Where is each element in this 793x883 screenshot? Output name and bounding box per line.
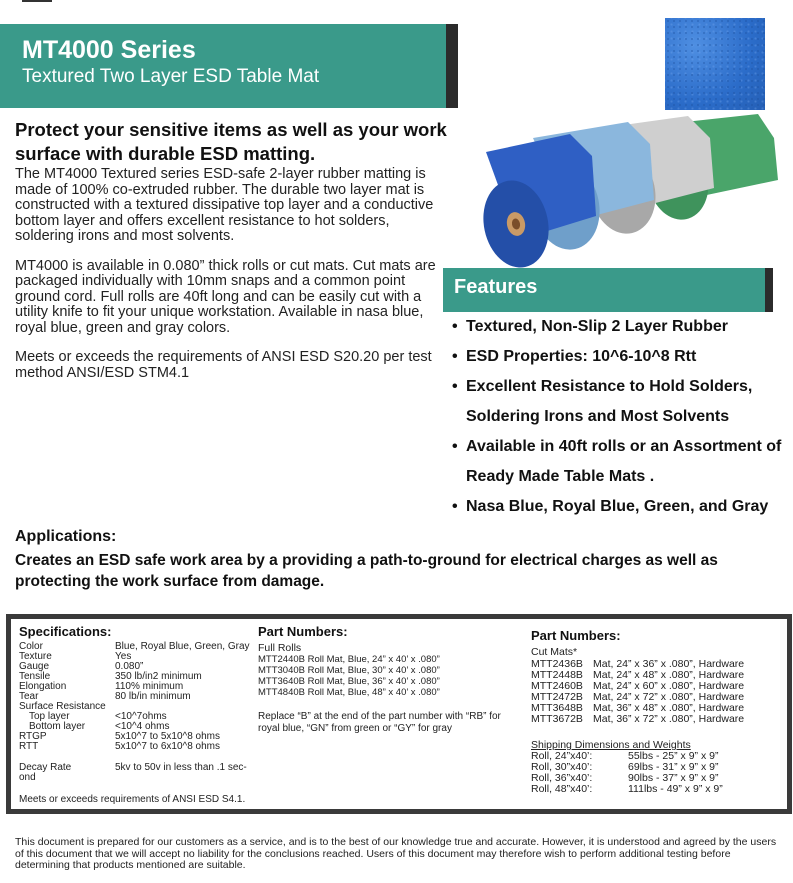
spec-value: Yes xyxy=(115,651,132,662)
spec-label: Texture xyxy=(19,651,52,662)
mat-part-number: MTT3672B Mat, 36” x 72” x .080”, Hardware xyxy=(531,713,745,725)
shipping-title: Shipping Dimensions and Weights xyxy=(531,739,691,751)
spec-label: Surface Resistance xyxy=(19,701,106,712)
header-band-edge xyxy=(446,24,458,108)
features-list xyxy=(452,312,792,522)
spec-label: Tensile xyxy=(19,671,51,682)
features-title: Features xyxy=(454,276,538,298)
spec-label: Top layer xyxy=(29,711,70,722)
disclaimer: This document is prepared for our customers as a service, and is to the best of our knowledge true and accurate. However, it is understood and agreed by the users of this document that we will accept no liability for the conclusions reached. Users of this document may therefore wish to perform additional testing before determining that products mentioned are suitable. xyxy=(15,836,777,871)
feature-item xyxy=(452,432,792,492)
mat-part-number: MTT3648B Mat, 36” x 48” x .080”, Hardware xyxy=(531,702,745,714)
intro-paragraph-3: Meets or exceeds the requirements of ANSI ESD S20.20 per test method ANSI/ESD STM4.1 xyxy=(15,349,432,381)
spec-label: Tear xyxy=(19,691,39,702)
spec-value: 110% minimum xyxy=(115,681,184,692)
spec-footnote: Meets or exceeds requirements of ANSI ESD S4.1. xyxy=(19,794,246,805)
spec-label: Gauge xyxy=(19,661,50,672)
headline: Protect your sensitive items as well as your work surface with durable ESD matting. xyxy=(15,119,447,164)
feature-item xyxy=(452,492,792,522)
top-rule xyxy=(22,0,52,2)
part-numbers-rolls-subtitle: Full Rolls xyxy=(258,642,302,654)
spec-label: RTGP xyxy=(19,731,47,742)
specifications-title: Specifications: xyxy=(19,624,112,639)
bullet-icon: • xyxy=(452,348,458,365)
spec-label: Color xyxy=(19,641,43,652)
shipping-row: Roll, 24”x40’: 55lbs - 25” x 9” x 9” xyxy=(531,750,719,762)
roll-part-number: MTT3640B Roll Mat, Blue, 36” x 40’ x .080” xyxy=(258,676,440,687)
feature-text: ESD Properties: 10^6-10^8 Rtt xyxy=(466,348,697,365)
spec-value: 0.080” xyxy=(115,661,144,672)
spec-label: Elongation xyxy=(19,681,67,692)
mat-part-number: MTT2448B Mat, 24” x 48” x .080”, Hardware xyxy=(531,669,745,681)
intro-paragraph-2: MT4000 is available in 0.080” thick rolls or cut mats. Cut mats are packaged individually with 10mm snaps and a common point ground cord. Full rolls are 40ft long and can be easily cut with a utility knife to fit your unique workstation. Available in nasa blue, royal blue, green and gray colors. xyxy=(15,257,436,336)
spec-value: <10^7ohms xyxy=(115,711,167,722)
feature-item xyxy=(452,342,792,372)
roll-part-number: MTT4840B Roll Mat, Blue, 48” x 40’ x .080” xyxy=(258,687,440,698)
spec-label: RTT xyxy=(19,741,39,752)
shipping-row: Roll, 30”x40’: 69lbs - 31” x 9” x 9” xyxy=(531,761,719,773)
feature-text: Textured, Non-Slip 2 Layer Rubber xyxy=(466,318,728,335)
spec-label: Decay Rate xyxy=(19,762,72,773)
spec-label: ond xyxy=(19,772,36,783)
spec-label: Bottom layer xyxy=(29,721,86,732)
intro-paragraph-1: The MT4000 Textured series ESD-safe 2-layer rubber matting is made of 100% co-extruded rubber. The durable two layer mat is constructed with a textured dissipative top layer and a conductive bottom layer and offers excellent resistance to hot solders, soldering irons and most solvents. xyxy=(15,166,434,244)
spec-value: 80 lb/in minimum xyxy=(115,691,191,702)
feature-item xyxy=(452,372,792,432)
bullet-icon: • xyxy=(452,318,458,335)
features-band-edge xyxy=(765,268,773,312)
part-numbers-mats-title: Part Numbers: xyxy=(531,628,621,643)
spec-value: 5x10^7 to 5x10^8 ohms xyxy=(115,731,221,742)
mat-part-number: MTT2472B Mat, 24” x 72” x .080”, Hardware xyxy=(531,691,745,703)
part-numbers-mats-subtitle: Cut Mats* xyxy=(531,646,578,658)
page-title: MT4000 Series xyxy=(22,36,196,64)
shipping-row: Roll, 36”x40’: 90lbs - 37” x 9” x 9” xyxy=(531,772,719,784)
part-numbers-rolls-title: Part Numbers: xyxy=(258,624,348,639)
feature-item xyxy=(452,312,792,342)
texture-swatch-overlay xyxy=(665,18,765,110)
bullet-icon: • xyxy=(452,438,458,455)
shipping-row: Roll, 48”x40’: 111lbs - 49” x 9” x 9” xyxy=(531,783,723,795)
spec-value: 5x10^7 to 6x10^8 ohms xyxy=(115,741,221,752)
mat-rolls-image xyxy=(478,108,778,268)
feature-text: Nasa Blue, Royal Blue, Green, and Gray xyxy=(466,498,769,515)
feature-text: Excellent Resistance to Hold Solders, Soldering Irons and Most Solvents xyxy=(466,378,753,425)
roll-color-note: Replace “B” at the end of the part number with “RB” for royal blue, “GN” from green or “GY” for gray xyxy=(258,711,501,734)
roll-part-number: MTT3040B Roll Mat, Blue, 30” x 40’ x .080” xyxy=(258,665,440,676)
applications-title: Applications: xyxy=(15,528,117,545)
bullet-icon: • xyxy=(452,498,458,515)
applications-text: Creates an ESD safe work area by a providing a path-to-ground for electrical charges as well as protecting the work surface from damage. xyxy=(15,552,718,590)
intro-text xyxy=(15,167,440,395)
feature-text: Available in 40ft rolls or an Assortment of Ready Made Table Mats . xyxy=(466,438,782,485)
page-subtitle: Textured Two Layer ESD Table Mat xyxy=(22,66,320,87)
bullet-icon: • xyxy=(452,378,458,395)
spec-value: <10^4 ohms xyxy=(115,721,170,732)
spec-value: 5kv to 50v in less than .1 sec- xyxy=(115,762,247,773)
specifications-box xyxy=(6,614,792,814)
spec-value: 350 lb/in2 minimum xyxy=(115,671,202,682)
mat-part-number: MTT2460B Mat, 24” x 60” x .080”, Hardware xyxy=(531,680,745,692)
spec-value: Blue, Royal Blue, Green, Gray xyxy=(115,641,250,652)
mat-part-number: MTT2436B Mat, 24” x 36” x .080”, Hardware xyxy=(531,658,745,670)
roll-part-number: MTT2440B Roll Mat, Blue, 24” x 40’ x .080” xyxy=(258,654,440,665)
